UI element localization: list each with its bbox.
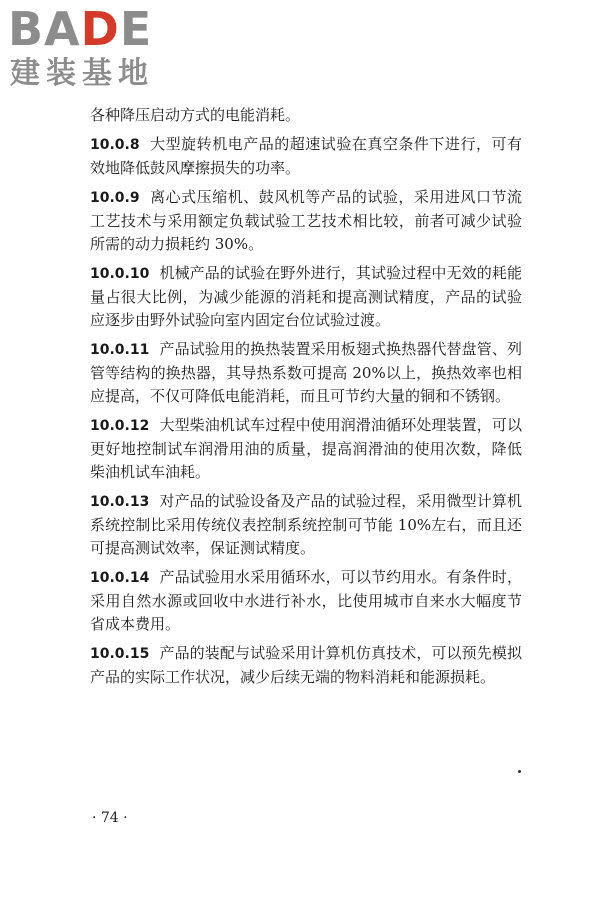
clause-number: 10.0.8 bbox=[90, 137, 140, 153]
clause-number: 10.0.14 bbox=[90, 570, 150, 586]
clause-10-0-13 bbox=[90, 490, 522, 560]
clause-10-0-14 bbox=[90, 566, 522, 636]
logo-latin-ba: BA bbox=[8, 2, 81, 56]
clause-number: 10.0.10 bbox=[90, 266, 150, 282]
clause-10-0-9 bbox=[90, 186, 522, 256]
clause-text: 离心式压缩机、鼓风机等产品的试验，采用进风口节流工艺技术与采用额定负载试验工艺技术相比较，前者可减少试验所需的动力损耗约 30%。 bbox=[90, 188, 522, 253]
clause-number: 10.0.9 bbox=[90, 190, 140, 206]
clause-10-0-15 bbox=[90, 642, 522, 689]
logo-latin-e: E bbox=[119, 2, 153, 56]
clause-text: 产品试验用的换热装置采用板翅式换热器代替盘管、列管等结构的换热器，其导热系数可提高 20%以上，换热效率也相应提高，不仅可降低电能消耗，而且可节约大量的铜和不锈钢。 bbox=[90, 340, 522, 405]
logo-latin-text bbox=[8, 4, 152, 54]
clause-10-0-8 bbox=[90, 133, 522, 180]
logo-latin-accent: D bbox=[80, 2, 120, 56]
document-body bbox=[90, 104, 522, 695]
clause-text: 大型旋转机电产品的超速试验在真空条件下进行，可有效地降低鼓风摩擦损失的功率。 bbox=[90, 135, 522, 177]
clause-number: 10.0.11 bbox=[90, 342, 150, 358]
clause-10-0-10 bbox=[90, 262, 522, 332]
clause-10-0-11 bbox=[90, 338, 522, 408]
bade-logo-watermark bbox=[8, 4, 178, 96]
clause-text: 机械产品的试验在野外进行，其试验过程中无效的耗能量占很大比例，为减少能源的消耗和提高测试精度，产品的试验应逐步由野外试验向室内固定台位试验过渡。 bbox=[90, 264, 522, 329]
clause-10-0-12 bbox=[90, 414, 522, 484]
lead-text: 各种降压启动方式的电能消耗。 bbox=[90, 106, 301, 124]
clause-text: 对产品的试验设备及产品的试验过程，采用微型计算机系统控制比采用传统仪表控制系统控制可节能 10%左右，而且还可提高测试效率，保证测试精度。 bbox=[90, 492, 522, 557]
clause-text: 产品的装配与试验采用计算机仿真技术，可以预先模拟产品的实际工作状况，减少后续无端的物料消耗和能源损耗。 bbox=[90, 644, 522, 686]
clause-text: 大型柴油机试车过程中使用润滑油循环处理装置，可以更好地控制试车润滑用油的质量，提高润滑油的使用次数，降低柴油机试车油耗。 bbox=[90, 416, 522, 481]
decorative-dot bbox=[518, 770, 521, 773]
page-number: · 74 · bbox=[92, 810, 128, 826]
clause-text: 产品试验用水采用循环水，可以节约用水。有条件时，采用自然水源或回收中水进行补水，比使用城市自来水大幅度节省成本费用。 bbox=[90, 568, 522, 633]
clause-number: 10.0.15 bbox=[90, 646, 150, 662]
clause-number: 10.0.13 bbox=[90, 494, 150, 510]
logo-cjk-text: 建装基地 bbox=[10, 56, 154, 91]
clause-number: 10.0.12 bbox=[90, 418, 150, 434]
